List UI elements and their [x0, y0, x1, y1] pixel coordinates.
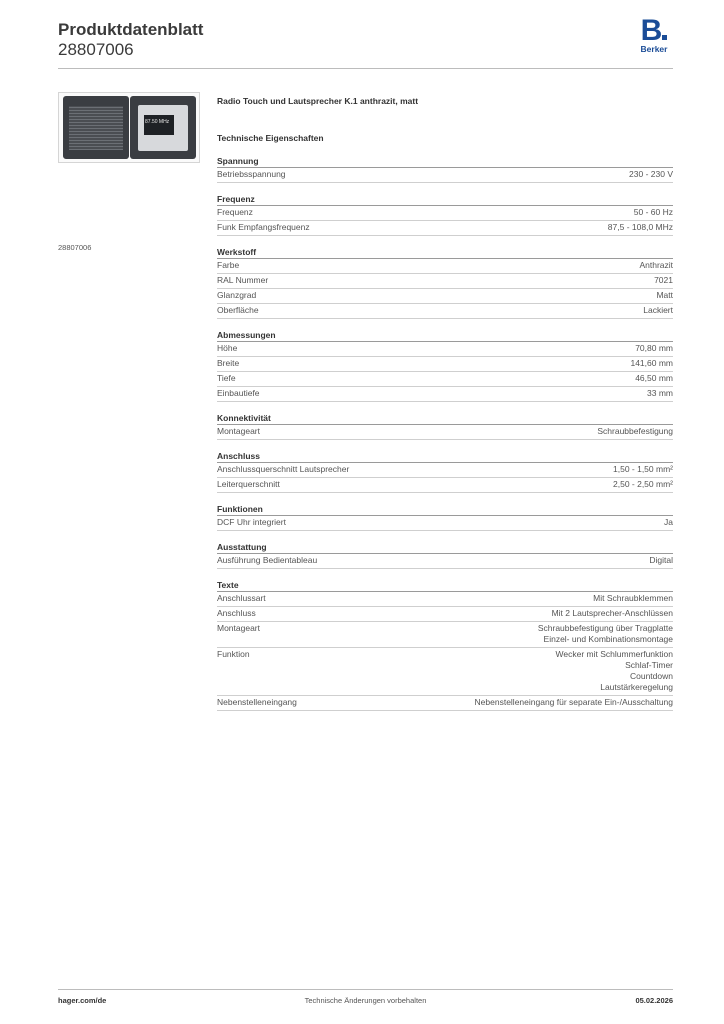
spec-row: [217, 387, 673, 402]
footer-date: 05.02.2026: [635, 996, 673, 1005]
spec-value: [656, 290, 673, 301]
footer-divider: [58, 989, 673, 990]
group-title: Konnektivität: [217, 412, 673, 425]
spec-row: [217, 478, 673, 493]
spec-group: [217, 503, 673, 531]
spec-key: Betriebsspannung: [217, 169, 286, 179]
group-title: Funktionen: [217, 503, 673, 516]
header-divider: [58, 68, 673, 69]
spec-row: [217, 592, 673, 607]
berker-logo: [634, 14, 674, 56]
spec-key: Höhe: [217, 343, 238, 353]
spec-key: Leiterquerschnitt: [217, 479, 280, 489]
spec-key: Anschluss: [217, 608, 256, 618]
footer-note: Technische Änderungen vorbehalten: [304, 996, 427, 1005]
spec-value: [639, 260, 673, 271]
spec-row: [217, 274, 673, 289]
spec-value-line: Digital: [649, 555, 673, 565]
spec-value: [613, 479, 673, 490]
group-title: Abmessungen: [217, 329, 673, 342]
spec-value-line: Schlaf-Timer: [625, 660, 673, 670]
spec-value-line: 70,80 mm: [635, 343, 673, 353]
spec-value: [593, 593, 673, 604]
spec-value: [552, 608, 673, 619]
spec-key: Ausführung Bedientableau: [217, 555, 318, 565]
spec-value-line: Schraubbefestigung: [597, 426, 673, 436]
spec-value-line: Countdown: [629, 671, 673, 681]
spec-value: [635, 343, 673, 354]
spec-group: [217, 193, 673, 236]
spec-value-line: Mit 2 Lautsprecher-Anschlüssen: [551, 608, 673, 618]
spec-value-line: Einzel- und Kombinationsmontage: [543, 634, 673, 644]
spec-value: [475, 697, 673, 708]
group-title: Anschluss: [217, 450, 673, 463]
speaker-plate: [63, 96, 129, 159]
spec-value-line: Nebenstelleneingang für separate Ein-/Ausschaltung: [474, 697, 673, 707]
spec-key: Tiefe: [217, 373, 236, 383]
spec-row: [217, 463, 673, 478]
spec-value-line: Lautstärkeregelung: [600, 682, 673, 692]
spec-group: [217, 541, 673, 569]
spec-row: [217, 607, 673, 622]
spec-key: Farbe: [217, 260, 240, 270]
spec-group: [217, 412, 673, 440]
main-content: [217, 94, 673, 711]
spec-row: [217, 342, 673, 357]
spec-value-line: 87,5 - 108,0 MHz: [607, 222, 673, 232]
spec-row: [217, 648, 673, 696]
spec-value: [613, 464, 673, 475]
spec-row: [217, 206, 673, 221]
group-title: Texte: [217, 579, 673, 592]
spec-value: [654, 275, 673, 286]
spec-key: RAL Nummer: [217, 275, 269, 285]
spec-value-line: Lackiert: [643, 305, 673, 315]
spec-value-line: 1,50 - 1,50 mm²: [613, 464, 673, 474]
spec-row: [217, 372, 673, 387]
spec-key: DCF Uhr integriert: [217, 517, 286, 527]
group-title: Spannung: [217, 155, 673, 168]
spec-key: Funktion: [217, 649, 250, 659]
spec-value-line: 33 mm: [647, 388, 673, 398]
spec-row: [217, 516, 673, 531]
spec-value-line: 2,50 - 2,50 mm²: [613, 479, 673, 489]
spec-group: [217, 450, 673, 493]
spec-row: [217, 168, 673, 183]
spec-value: [664, 517, 673, 528]
spec-key: Frequenz: [217, 207, 253, 217]
spec-value: [608, 222, 673, 233]
spec-row: [217, 554, 673, 569]
spec-row: [217, 357, 673, 372]
document-header: [58, 14, 674, 70]
document-title: Produktdatenblatt: [58, 20, 204, 39]
spec-group: [217, 329, 673, 402]
spec-value: [649, 555, 673, 566]
spec-row: [217, 425, 673, 440]
radio-plate: [130, 96, 196, 159]
spec-key: Oberfläche: [217, 305, 259, 315]
spec-groups: [217, 155, 673, 711]
spec-group: [217, 579, 673, 711]
spec-key: Anschlussart: [217, 593, 266, 603]
radio-display: [144, 115, 174, 135]
spec-key: Funk Empfangsfrequenz: [217, 222, 310, 232]
logo-mark: B: [634, 18, 674, 44]
spec-row: [217, 304, 673, 319]
spec-key: Montageart: [217, 623, 260, 633]
spec-key: Anschlussquerschnitt Lautsprecher: [217, 464, 350, 474]
spec-value-line: 7021: [654, 275, 673, 285]
product-image: [58, 92, 200, 163]
spec-value: [630, 358, 673, 369]
document-number: 28807006: [58, 40, 134, 59]
spec-value-line: Wecker mit Schlummerfunktion: [555, 649, 673, 659]
spec-value-line: 141,60 mm: [630, 358, 673, 368]
radio-display-text: 87.50 MHz: [145, 119, 170, 125]
radio-screen-frame: [138, 105, 188, 151]
spec-row: [217, 622, 673, 648]
spec-group: [217, 155, 673, 183]
spec-key: Breite: [217, 358, 240, 368]
speaker-grille: [69, 106, 123, 150]
image-caption: 28807006: [58, 243, 92, 252]
spec-value-line: Matt: [656, 290, 673, 300]
spec-value: [634, 207, 673, 218]
section-title: Technische Eigenschaften: [217, 133, 324, 143]
spec-value-line: Mit Schraubklemmen: [593, 593, 673, 603]
spec-row: [217, 259, 673, 274]
spec-key: Einbautiefe: [217, 388, 260, 398]
spec-value: [629, 169, 673, 180]
spec-group: [217, 246, 673, 319]
spec-value-line: Anthrazit: [639, 260, 673, 270]
group-title: Ausstattung: [217, 541, 673, 554]
spec-key: Montageart: [217, 426, 260, 436]
spec-row: [217, 221, 673, 236]
spec-value-line: Ja: [664, 517, 673, 527]
group-title: Frequenz: [217, 193, 673, 206]
product-name: Radio Touch und Lautsprecher K.1 anthrazit, matt: [217, 96, 419, 106]
spec-row: [217, 696, 673, 711]
group-title: Werkstoff: [217, 246, 673, 259]
logo-text: Berker: [640, 44, 668, 54]
spec-value-line: 50 - 60 Hz: [633, 207, 673, 217]
spec-key: Glanzgrad: [217, 290, 257, 300]
spec-value: [597, 426, 673, 437]
spec-value-line: 230 - 230 V: [629, 169, 673, 179]
spec-value: [538, 623, 673, 645]
spec-key: Nebenstelleneingang: [217, 697, 297, 707]
spec-value: [556, 649, 673, 693]
spec-row: [217, 289, 673, 304]
footer-website: hager.com/de: [58, 996, 107, 1005]
spec-value: [647, 388, 673, 399]
spec-value-line: Schraubbefestigung über Tragplatte: [537, 623, 673, 633]
spec-value: [643, 305, 673, 316]
spec-value-line: 46,50 mm: [635, 373, 673, 383]
spec-value: [635, 373, 673, 384]
